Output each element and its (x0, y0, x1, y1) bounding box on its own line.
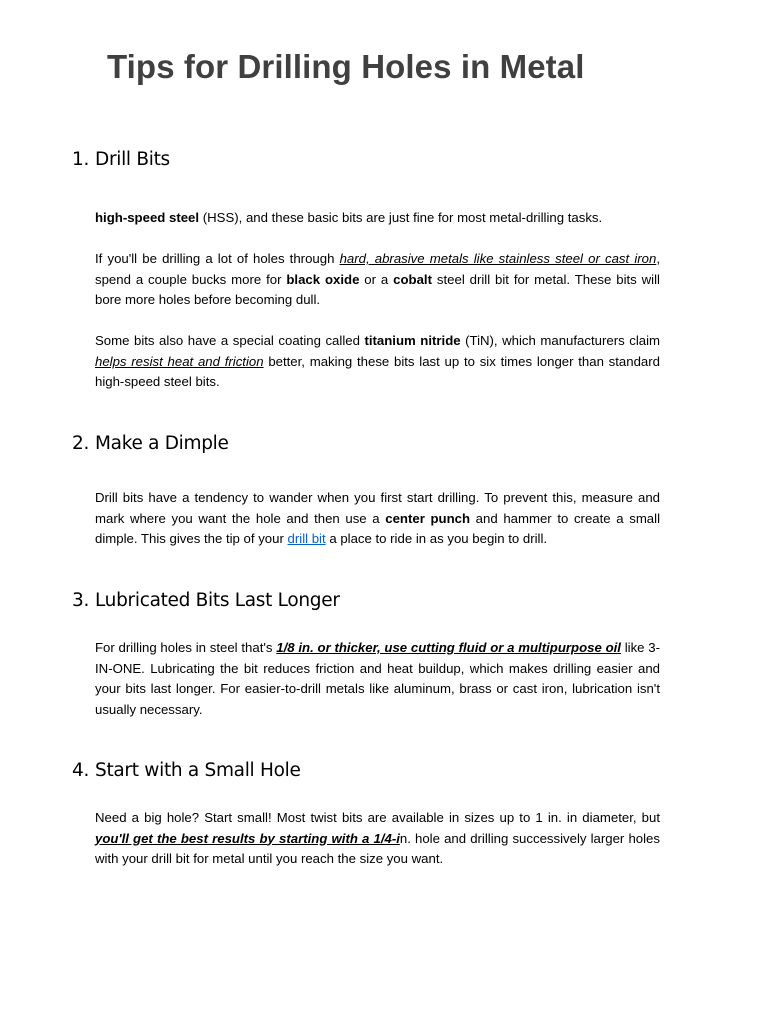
bold-term: high-speed steel (95, 210, 200, 225)
bold-term: titanium nitride (364, 333, 461, 348)
section-heading-text: Start with a Small Hole (95, 760, 301, 781)
emphasis-text: helps resist heat and friction (95, 353, 264, 369)
paragraph-lubrication (95, 638, 660, 720)
paragraph-text: n. hole and drilling successively larger holes with your drill bit for metal until you reach the size you want. (95, 830, 660, 866)
paragraph-text: a place to ride in as you begin to drill. (325, 531, 548, 546)
section-number: 3. (72, 590, 90, 611)
bold-term: center punch (385, 510, 471, 526)
page-title: Tips for Drilling Holes in Metal (107, 48, 585, 85)
paragraph-text: and hammer to create a small dimple. This gives the tip of your (95, 510, 661, 546)
section-heading-text: Make a Dimple (95, 433, 229, 454)
bold-term: black oxide (286, 271, 360, 287)
section-heading-text: Lubricated Bits Last Longer (95, 590, 340, 611)
paragraph-text: Some bits also have a special coating called (95, 333, 365, 348)
paragraph-text: better, making these bits last up to six times longer than standard high-speed steel bits. (95, 353, 660, 389)
section-number: 1. (72, 149, 90, 170)
section-heading-lubricated-bits (72, 590, 340, 611)
paragraph-text: Drill bits have a tendency to wander when you first start drilling. To prevent this, measure and mark where you want the hole and then use a (95, 490, 660, 526)
paragraph-abrasive-metals (95, 249, 660, 311)
section-number: 4. (72, 760, 90, 781)
paragraph-text: (HSS), and these basic bits are just fine for most metal-drilling tasks. (199, 210, 603, 225)
emphasis-text: hard, abrasive metals like stainless steel or cast iron (339, 251, 657, 266)
paragraph-dimple (95, 488, 660, 550)
bold-term: cobalt (393, 271, 432, 287)
section-number: 2. (72, 433, 90, 454)
paragraph-text: For drilling holes in steel that's (95, 640, 277, 655)
paragraph-small-hole (95, 808, 660, 870)
paragraph-hss (95, 208, 660, 229)
drill-bit-link[interactable]: drill bit (287, 531, 326, 546)
section-heading-small-hole (72, 760, 301, 781)
emphasis-text: you'll get the best results by starting with a 1/4-i (95, 830, 400, 846)
emphasis-text: 1/8 in. or thicker, use cutting fluid or a multipurpose oil (276, 640, 621, 655)
paragraph-text: Need a big hole? Start small! Most twist bits are available in sizes up to 1 in. in diameter, but (95, 810, 660, 825)
paragraph-text: , spend a couple bucks more for (95, 251, 660, 287)
paragraph-text: steel drill bit for metal. These bits will bore more holes before becoming dull. (95, 271, 660, 307)
paragraph-text: or a (359, 271, 394, 287)
section-heading-text: Drill Bits (95, 149, 170, 170)
section-heading-drill-bits (72, 149, 170, 170)
paragraph-text: (TiN), which manufacturers claim (460, 333, 661, 348)
paragraph-text: If you'll be drilling a lot of holes through (95, 251, 340, 266)
paragraph-titanium-nitride (95, 331, 660, 393)
section-heading-make-a-dimple (72, 433, 229, 454)
paragraph-text: like 3-IN-ONE. Lubricating the bit reduces friction and heat buildup, which makes drilling easier and your bits last longer. For easier-to-drill metals like aluminum, brass or cast iron, lubrication isn't usually necessary. (95, 640, 661, 717)
